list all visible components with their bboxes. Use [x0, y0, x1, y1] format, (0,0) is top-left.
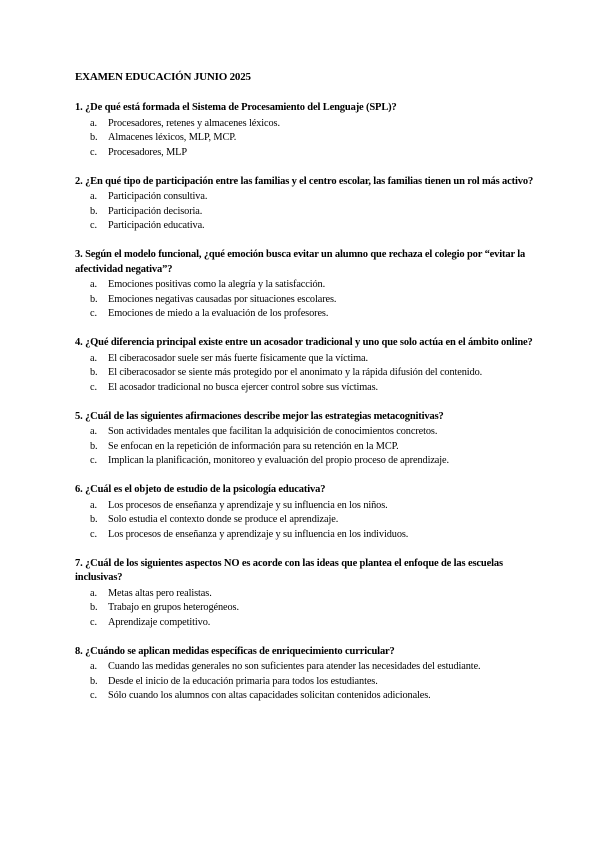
- option-c: [75, 528, 535, 543]
- question-number: 5.: [75, 410, 83, 422]
- option-text: Solo estudia el contexto donde se produce el aprendizaje.: [108, 514, 339, 525]
- option-text: Procesadores, retenes y almacenes léxicos.: [108, 117, 280, 129]
- option-label: c.: [90, 381, 97, 393]
- question-8: [75, 645, 535, 704]
- option-c: [75, 146, 535, 161]
- option-text: Participación educativa.: [108, 220, 205, 231]
- option-label: b.: [90, 440, 98, 452]
- option-text: El acosador tradicional no busca ejercer control sobre sus víctimas.: [108, 381, 378, 393]
- option-list: [75, 190, 535, 234]
- option-text: Emociones de miedo a la evaluación de los profesores.: [108, 308, 329, 319]
- question-2: [75, 175, 535, 234]
- question-number: 6.: [75, 484, 83, 495]
- option-text: Procesadores, MLP: [108, 146, 187, 158]
- option-a: [75, 352, 535, 367]
- option-label: c.: [90, 690, 97, 701]
- question-text: [75, 175, 535, 190]
- option-b: [75, 675, 535, 690]
- option-text: Almacenes léxicos, MLP, MCP.: [108, 132, 237, 143]
- question-number: 2.: [75, 175, 83, 187]
- question-number: 1.: [75, 102, 83, 113]
- question-text: [75, 645, 535, 660]
- option-label: a.: [90, 117, 97, 129]
- option-b: [75, 293, 535, 308]
- option-label: b.: [90, 367, 98, 378]
- option-label: b.: [90, 132, 98, 143]
- option-c: [75, 454, 535, 469]
- option-text: Se enfocan en la repetición de información para su retención en la MCP.: [108, 440, 399, 452]
- option-label: c.: [90, 308, 97, 319]
- option-text: Participación consultiva.: [108, 191, 208, 202]
- option-c: [75, 307, 535, 322]
- option-list: [75, 352, 535, 396]
- question-prompt: ¿En qué tipo de participación entre las familias y el centro escolar, las familias tienen un rol más activo?: [85, 175, 534, 187]
- option-text: Emociones negativas causadas por situaciones escolares.: [108, 293, 337, 305]
- question-number: 4.: [75, 337, 83, 348]
- question-text: [75, 101, 535, 116]
- question-6: [75, 483, 535, 542]
- option-text: Los procesos de enseñanza y aprendizaje y su influencia en los individuos.: [108, 528, 409, 540]
- option-b: [75, 366, 535, 381]
- option-b: [75, 513, 535, 528]
- option-label: b.: [90, 514, 98, 525]
- option-text: Son actividades mentales que facilitan la adquisición de conocimientos concretos.: [108, 426, 438, 437]
- option-list: [75, 587, 535, 631]
- option-c: [75, 616, 535, 631]
- option-label: c.: [90, 146, 97, 158]
- question-prompt: ¿Cuándo se aplican medidas específicas de enriquecimiento curricular?: [85, 645, 395, 657]
- question-1: [75, 101, 535, 160]
- option-list: [75, 278, 535, 322]
- option-label: b.: [90, 602, 98, 613]
- question-number: 7.: [75, 557, 83, 569]
- option-c: [75, 219, 535, 234]
- option-text: Aprendizaje competitivo.: [108, 616, 211, 628]
- question-prompt: ¿Cuál de las siguientes afirmaciones describe mejor las estrategias metacognitivas?: [85, 410, 444, 422]
- option-text: El ciberacosador se siente más protegido por el anonimato y la rápida difusión del contenido.: [108, 367, 483, 378]
- option-label: a.: [90, 279, 97, 290]
- option-a: [75, 278, 535, 293]
- option-text: Los procesos de enseñanza y aprendizaje y su influencia en los niños.: [108, 499, 388, 511]
- option-label: b.: [90, 205, 98, 217]
- question-3: [75, 248, 535, 322]
- option-text: Desde el inicio de la educación primaria para todos los estudiantes.: [108, 675, 378, 687]
- document-title: EXAMEN EDUCACIÓN JUNIO 2025: [75, 71, 251, 83]
- question-text: [75, 336, 535, 351]
- question-prompt: ¿Qué diferencia principal existe entre un acosador tradicional y uno que solo actúa en el ámbito online?: [85, 337, 533, 348]
- option-text: Implican la planificación, monitoreo y evaluación del propio proceso de aprendizaje.: [108, 455, 449, 466]
- question-text: [75, 410, 535, 425]
- option-label: a.: [90, 499, 97, 511]
- question-text: [75, 557, 535, 586]
- option-b: [75, 440, 535, 455]
- question-number: 8.: [75, 645, 83, 657]
- option-a: [75, 587, 535, 602]
- question-7: [75, 557, 535, 631]
- option-label: a.: [90, 352, 97, 364]
- option-b: [75, 205, 535, 220]
- option-text: Trabajo en grupos heterogéneos.: [108, 602, 239, 613]
- option-a: [75, 190, 535, 205]
- question-list: [75, 101, 535, 718]
- option-a: [75, 425, 535, 440]
- option-b: [75, 601, 535, 616]
- option-label: b.: [90, 293, 98, 305]
- option-c: [75, 381, 535, 396]
- option-list: [75, 499, 535, 543]
- option-a: [75, 117, 535, 132]
- option-label: a.: [90, 426, 97, 437]
- option-label: c.: [90, 616, 97, 628]
- question-prompt: ¿De qué está formada el Sistema de Procesamiento del Lenguaje (SPL)?: [85, 102, 397, 113]
- option-text: Participación decisoria.: [108, 205, 203, 217]
- question-prompt: ¿Cuál de los siguientes aspectos NO es acorde con las ideas que plantea el enfoque de las escuelas inclusivas?: [75, 557, 503, 583]
- option-b: [75, 131, 535, 146]
- question-text: [75, 483, 535, 498]
- option-label: c.: [90, 528, 97, 540]
- option-a: [75, 499, 535, 514]
- question-prompt: ¿Cuál es el objeto de estudio de la psicología educativa?: [85, 484, 326, 495]
- question-5: [75, 410, 535, 469]
- option-label: c.: [90, 455, 97, 466]
- question-number: 3.: [75, 249, 83, 260]
- option-text: Metas altas pero realistas.: [108, 587, 212, 599]
- option-label: a.: [90, 661, 97, 672]
- option-text: Emociones positivas como la alegría y la satisfacción.: [108, 279, 326, 290]
- option-text: Sólo cuando los alumnos con altas capacidades solicitan contenidos adicionales.: [108, 690, 431, 701]
- option-label: a.: [90, 191, 97, 202]
- option-text: El ciberacosador suele ser más fuerte físicamente que la víctima.: [108, 352, 368, 364]
- question-prompt: Según el modelo funcional, ¿qué emoción busca evitar un alumno que rechaza el colegio por “evitar la afectividad negativa”?: [75, 249, 526, 275]
- option-text: Cuando las medidas generales no son suficientes para atender las necesidades del estudiante.: [108, 661, 481, 672]
- option-label: c.: [90, 220, 97, 231]
- option-list: [75, 660, 535, 704]
- option-list: [75, 425, 535, 469]
- option-list: [75, 117, 535, 161]
- question-text: [75, 248, 535, 277]
- option-c: [75, 689, 535, 704]
- option-a: [75, 660, 535, 675]
- option-label: a.: [90, 587, 97, 599]
- question-4: [75, 336, 535, 395]
- option-label: b.: [90, 675, 98, 687]
